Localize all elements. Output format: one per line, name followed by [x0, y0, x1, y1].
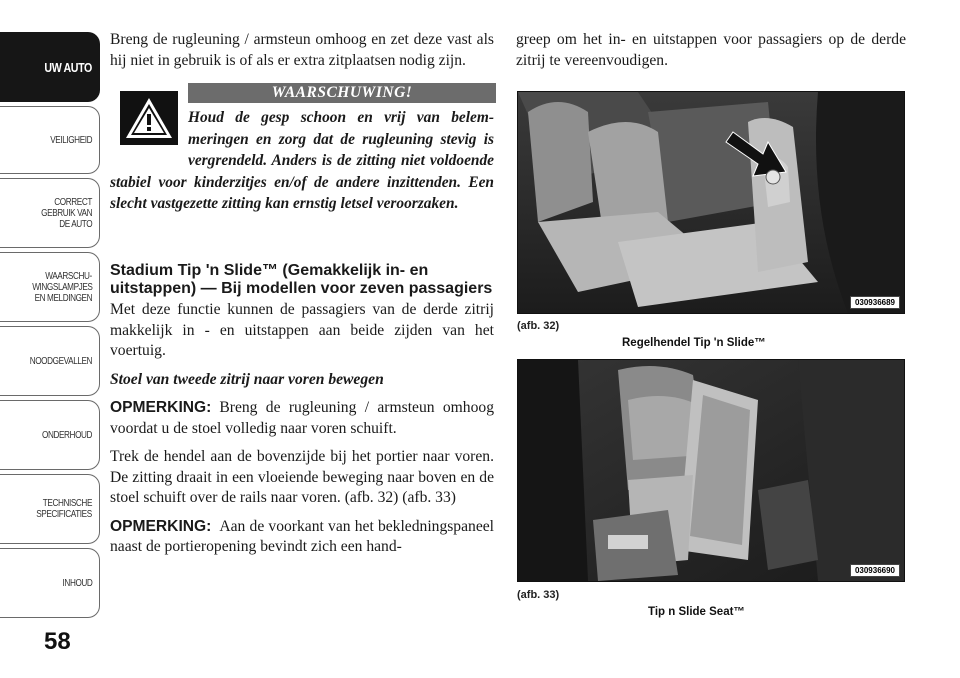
sidebar-tab-waarschu-wingslampjes-en-meldingen[interactable]: [0, 252, 100, 322]
sidebar-tab-label: UW AUTO: [44, 59, 92, 75]
sidebar-tab-label: TECHNISCHE: [42, 498, 92, 509]
figure-32-caption: Regelhendel Tip 'n Slide™: [622, 337, 766, 349]
sidebar-tab-veiligheid[interactable]: [0, 106, 100, 174]
para-instructions: Trek de hendel aan de bovenzijde bij het portier naar voren. De zitting draait in een vloeiende beweging naar boven en de stoel schuift over de rails naar voren. (afb. 32) (afb. 33): [110, 448, 494, 506]
sidebar-tab-label: DE AUTO: [59, 218, 92, 230]
sidebar-tab-label: ONDERHOUD: [41, 429, 92, 441]
sidebar-tab-label: CORRECT: [54, 196, 92, 208]
figure-33-photo: [517, 359, 905, 582]
intro-paragraph: Breng de rugleuning / armsteun omhoog en zet deze vast als hij niet in gebruik is of als er extra zitplaatsen nodig zijn.: [110, 31, 494, 69]
warning-title: WAARSCHUWING!: [188, 83, 496, 103]
warning-text-block: [110, 107, 494, 257]
subheading: Stoel van tweede zitrij naar voren bewegen: [110, 370, 384, 388]
sidebar-tab-correct-gebruik-van-de-auto[interactable]: [0, 178, 100, 248]
warning-box: [110, 83, 494, 258]
sidebar-tab-label: SPECIFICATIES: [36, 509, 92, 520]
sidebar-tab-label: NOODGEVALLEN: [29, 355, 92, 367]
page-number: 58: [44, 628, 71, 655]
figure-32-code: 030936689: [850, 296, 900, 309]
figure-33-caption: Tip n Slide Seat™: [648, 606, 745, 618]
right-column: [516, 30, 906, 71]
sidebar-tab-technische-specificaties[interactable]: [0, 474, 100, 544]
left-column: [110, 30, 494, 558]
figure-33-ref: (afb. 33): [517, 589, 560, 601]
sidebar-tab-label: GEBRUIK VAN: [41, 207, 92, 219]
sidebar-tab-noodgevallen[interactable]: [0, 326, 100, 396]
sidebar-tab-label: EN MELDINGEN: [34, 292, 92, 304]
note-1-text: Breng de rugleuning / armsteun omhoog voordat u de stoel volledig naar voren schuift.: [110, 399, 494, 437]
sidebar-tab-uw-auto[interactable]: [0, 32, 100, 102]
note-2-text: Aan de voorkant van het bekledningspaneel naast de portieropening bevindt zich een hand-: [110, 517, 494, 555]
seat-lever-illustration: [518, 92, 904, 313]
figure-33-code: 030936690: [850, 564, 900, 577]
sidebar-tab-label: VEILIGHEID: [50, 134, 92, 146]
continuation-paragraph: greep om het in- en uitstappen voor passagiers op de derde zitrij te vereenvoudigen.: [516, 31, 906, 69]
figure-32-photo: [517, 91, 905, 314]
para-feature: Met deze functie kunnen de passagiers van de derde zitrij makkelijk in - en uitstappen aan beide zijden van het voertuig.: [110, 301, 494, 359]
tip-slide-seat-illustration: [518, 360, 904, 581]
sidebar-tab-inhoud[interactable]: [0, 548, 100, 618]
sidebar-tab-label: INHOUD: [62, 577, 92, 589]
note-2: [110, 517, 494, 558]
note-2-label: OPMERKING:: [110, 517, 212, 535]
sidebar-tab-label: WINGSLAMPJES: [31, 281, 92, 293]
note-1-label: OPMERKING:: [110, 399, 212, 416]
sidebar-tab-onderhoud[interactable]: [0, 400, 100, 470]
note-1: [110, 398, 494, 439]
sidebar-tab-label: WAARSCHU-: [45, 270, 92, 282]
figure-32-ref: (afb. 32): [517, 320, 560, 332]
warning-text: Houd de gesp schoon en vrij van belemmeringen en zorg dat de rugleuning stevig is vergrendeld. Anders is de zitting niet voldoende stabiel voor kinderzitjes en/of de andere inzittenden. Een slecht vastgezette zitting kan ernstig letsel veroorzaken.: [110, 109, 494, 212]
section-heading: Stadium Tip 'n Slide™ (Gemakkelijk in- en uitstappen) — Bij modellen voor zeven passagiers: [110, 262, 493, 297]
